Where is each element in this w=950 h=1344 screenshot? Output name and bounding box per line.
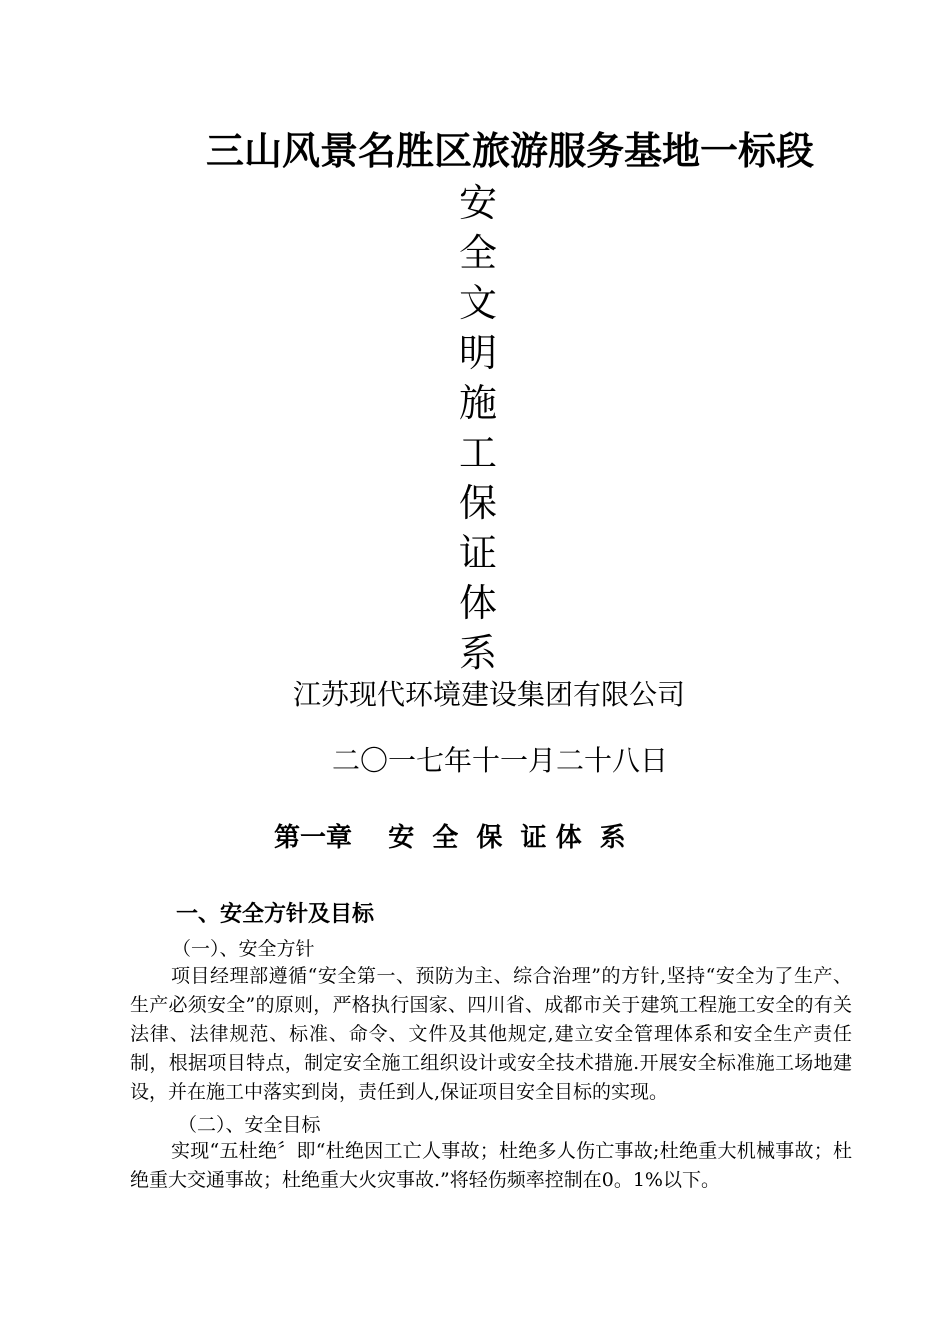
paragraph-policy: 项目经理部遵循“安全第一、预防为主、综合治理”的方针,坚持“安全为了生产、生产必须安全”的原则，严格执行国家、四川省、成都市关于建筑工程施工安全的有关法律、法律规范、标准、命令、文件及其他规定,建立安全管理体系和安全生产责任制，根据项目特点，制定安全施工组织设计或安全技术措施.开展安全标准施工场地建设，并在施工中落实到岗，责任到人,保证项目安全目标的实现。	[130, 965, 852, 1103]
document-title: 三山风景名胜区旅游服务基地一标段	[205, 129, 814, 173]
vertical-title-char: 文	[458, 281, 497, 325]
vertical-title-char: 全	[458, 231, 497, 275]
vertical-title-char: 证	[458, 531, 497, 575]
vertical-title-char: 工	[458, 431, 497, 475]
paragraph-target: 实现“五杜绝〞即“杜绝因工亡人事故；杜绝多人伤亡事故;杜绝重大机械事故；杜绝重大交通事故；杜绝重大火灾事故.”将轻伤频率控制在0。1%以下。	[130, 1140, 852, 1191]
subsection-heading-policy: （一）、安全方针	[172, 938, 315, 960]
vertical-title-char: 保	[458, 481, 497, 525]
vertical-title-char: 体	[458, 581, 497, 625]
document-date: 二〇一七年十一月二十八日	[331, 744, 668, 777]
vertical-title	[456, 178, 500, 678]
section-heading: 一、安全方针及目标	[176, 902, 375, 927]
subsection-heading-target: （二）、安全目标	[178, 1114, 321, 1136]
chapter-heading: 第一章 安 全 保 证 体 系	[274, 823, 626, 853]
vertical-title-char: 施	[458, 381, 497, 425]
vertical-title-char: 安	[458, 181, 497, 225]
vertical-title-char: 系	[458, 631, 497, 675]
company-name: 江苏现代环境建设集团有限公司	[292, 678, 685, 711]
vertical-title-char: 明	[458, 331, 497, 375]
